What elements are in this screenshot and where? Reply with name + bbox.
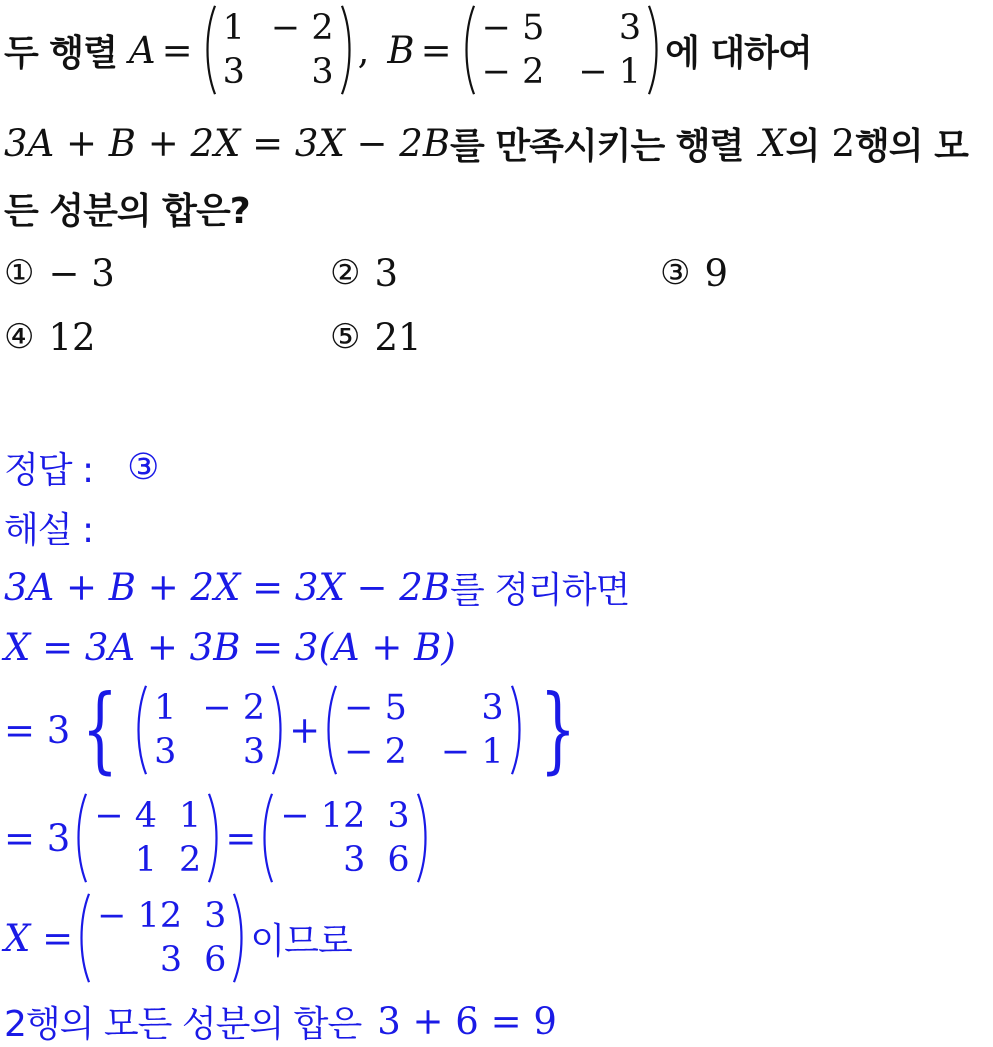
equals-sign: = — [225, 816, 257, 860]
question-line-2 — [4, 118, 968, 168]
equation: 3A + B + 2X = 3X − 2B — [4, 121, 451, 165]
matrix-x-symbol: X — [759, 121, 786, 165]
matrix-cell: − 12 — [280, 796, 366, 836]
matrix-cell: 6 — [204, 940, 227, 980]
matrix-cell: − 5 — [344, 688, 407, 728]
explanation-text: 를 정리하면 — [450, 569, 630, 611]
question-text: 행의 모 — [855, 125, 968, 167]
matrix-cell: 6 — [387, 840, 410, 880]
equation-prefix: = 3 — [4, 816, 71, 860]
result-matrix — [260, 792, 429, 884]
answer-line — [4, 442, 173, 492]
option-4[interactable] — [4, 312, 96, 362]
explanation-step-6 — [4, 996, 557, 1046]
matrix-a-cell: 3 — [311, 52, 334, 92]
explanation-step-2 — [4, 622, 456, 672]
matrix-cell: 3 — [242, 732, 266, 772]
matrix-cell: − 2 — [344, 732, 407, 772]
option-value: 12 — [48, 315, 96, 359]
question-intro-end: 에 대하여 — [665, 32, 812, 74]
explanation-label-line — [4, 502, 93, 552]
equals-sign: = — [420, 28, 452, 72]
equation: 3A + B + 2X = 3X − 2B — [4, 565, 451, 609]
matrix-b — [324, 684, 523, 776]
right-brace: } — [539, 675, 576, 784]
option-value: − 3 — [48, 251, 115, 295]
row-number: 2 — [831, 121, 855, 165]
matrix-cell: 1 — [179, 796, 202, 836]
equation: X = 3A + 3B = 3(A + B) — [4, 625, 456, 669]
matrix-cell: − 12 — [97, 896, 183, 936]
equation-prefix: X = — [4, 916, 74, 960]
matrix-a-cell: 3 — [222, 52, 245, 92]
explanation-step-3 — [4, 675, 587, 784]
question-line-1 — [4, 2, 812, 98]
left-brace: { — [82, 675, 119, 784]
matrix-b-symbol: B — [387, 28, 415, 72]
explanation-label: 해설 : — [4, 509, 94, 551]
option-marker: ② — [330, 253, 361, 293]
explanation-step-1 — [4, 562, 629, 612]
matrix-a — [134, 684, 285, 776]
matrix-cell: − 1 — [440, 732, 504, 772]
option-marker: ① — [4, 253, 35, 293]
equals-sign: = — [161, 28, 193, 72]
matrix-cell: 1 — [154, 688, 177, 728]
plus-sign: + — [289, 708, 321, 752]
matrix-cell: 1 — [134, 840, 158, 880]
matrix-cell: 3 — [481, 688, 504, 728]
option-value: 21 — [374, 315, 422, 359]
option-1[interactable] — [4, 248, 115, 298]
matrix-b-cell: − 5 — [481, 8, 545, 48]
comma: , — [357, 28, 370, 72]
matrix-a-cell: 1 — [222, 8, 245, 48]
option-3[interactable] — [660, 248, 728, 298]
sum-matrix — [74, 792, 221, 884]
matrix-cell: − 2 — [202, 688, 266, 728]
option-marker: ④ — [4, 317, 35, 357]
option-2[interactable] — [330, 248, 398, 298]
matrix-a-cell: − 2 — [270, 8, 334, 48]
matrix-x — [77, 892, 246, 984]
explanation-text: 이므로 — [250, 920, 352, 962]
matrix-b — [462, 4, 661, 96]
equation-prefix: = 3 — [4, 708, 71, 752]
matrix-b-cell: 3 — [618, 8, 642, 48]
matrix-cell: 3 — [204, 896, 227, 936]
matrix-a-symbol: A — [128, 28, 156, 72]
explanation-step-5 — [4, 890, 352, 986]
answer-value: ③ — [127, 446, 160, 488]
matrix-cell: − 4 — [94, 796, 158, 836]
question-text: 의 — [785, 125, 820, 167]
equation: 3 + 6 = 9 — [377, 999, 557, 1043]
option-value: 9 — [704, 251, 729, 295]
answer-label: 정답 : — [4, 449, 94, 491]
option-marker: ⑤ — [330, 317, 361, 357]
question-line-3 — [4, 183, 250, 233]
question-text: 든 성분의 합은? — [4, 190, 250, 232]
question-text: 를 만족시키는 행렬 — [450, 125, 744, 167]
explanation-step-4 — [4, 790, 434, 886]
matrix-b-cell: − 2 — [481, 52, 545, 92]
matrix-a — [203, 4, 354, 96]
matrix-b-cell: − 1 — [578, 52, 642, 92]
matrix-cell: 3 — [154, 732, 177, 772]
explanation-text: 2행의 모든 성분의 합은 — [4, 1003, 362, 1045]
matrix-cell: 3 — [387, 796, 410, 836]
question-intro: 두 행렬 — [4, 32, 117, 74]
matrix-cell: 3 — [343, 840, 366, 880]
matrix-cell: 2 — [179, 840, 202, 880]
option-value: 3 — [374, 251, 399, 295]
option-marker: ③ — [660, 253, 691, 293]
option-5[interactable] — [330, 312, 422, 362]
matrix-cell: 3 — [159, 940, 183, 980]
